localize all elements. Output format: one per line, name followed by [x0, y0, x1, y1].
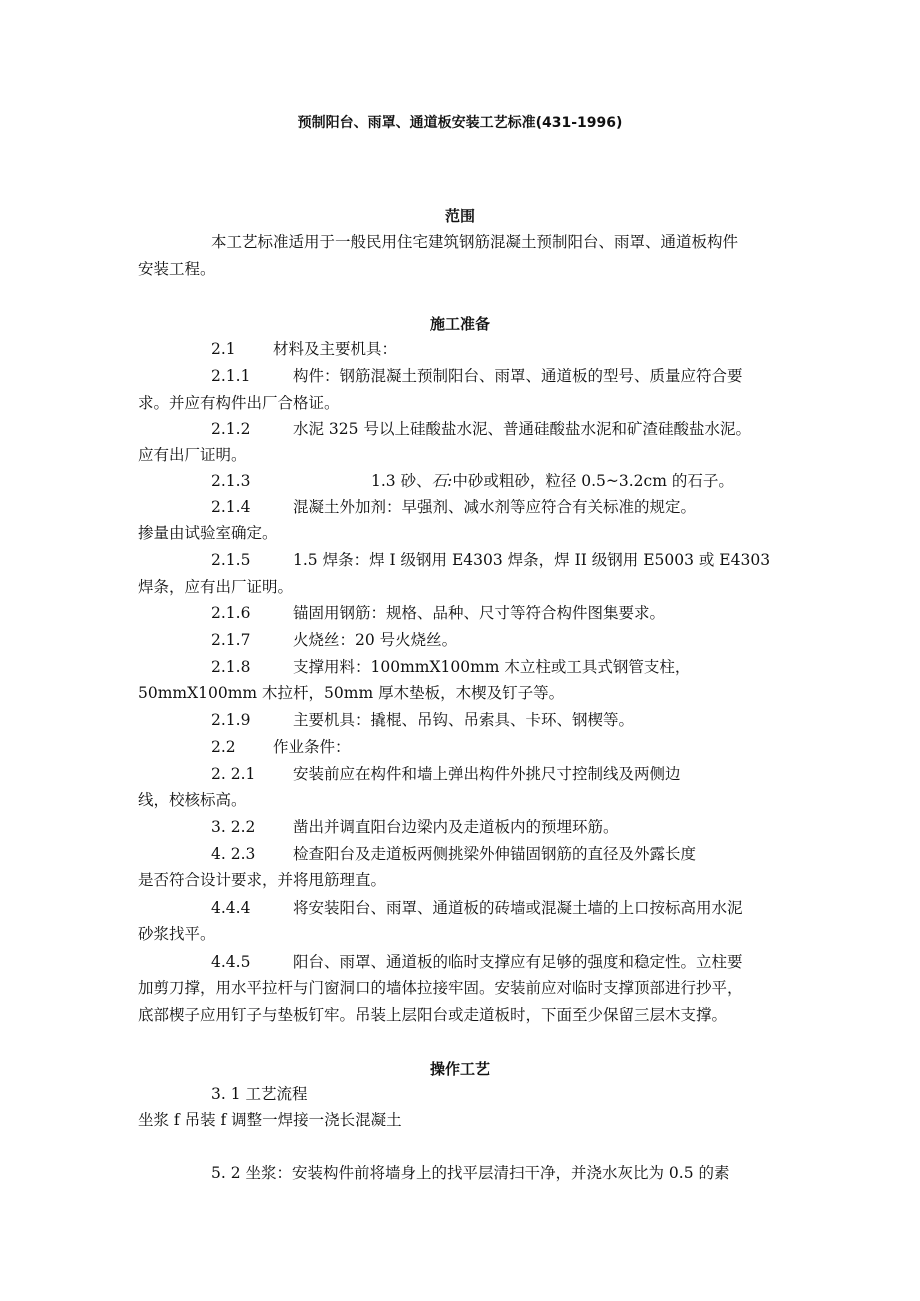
- clause-number: 2.1: [211, 340, 236, 358]
- process-flow: 坐浆 f 吊装 f 调整一焊接一浇长混凝土: [138, 1111, 402, 1129]
- clause-number: 2.1.8: [211, 658, 251, 676]
- clause-number: 4. 2.3: [211, 845, 256, 863]
- clause-2-1-9: [211, 710, 634, 730]
- clause-number: 2.1.3: [211, 472, 251, 490]
- clause-text: 1.5 焊条：焊 I 级钢用 E4303 焊条，焊 II 级钢用 E5003 或 E4303: [293, 551, 771, 569]
- clause-4-4-5: [211, 952, 743, 972]
- clause-2-1-3: [211, 471, 734, 491]
- section-heading-preparation: 施工准备: [429, 315, 490, 333]
- clause-text: 安装前应在构件和墙上弹出构件外挑尺寸控制线及两侧边: [293, 765, 681, 783]
- clause-2-1-6: [211, 603, 665, 623]
- clause-continuation: 应有出厂证明。: [138, 446, 247, 464]
- clause-number: 4.4.4: [211, 899, 251, 917]
- clause-number: 2.1.1: [211, 367, 251, 385]
- clause-text: 材料及主要机具：: [273, 340, 398, 358]
- clause-4-4-4: [211, 898, 743, 918]
- clause-2-1-5: [211, 550, 770, 570]
- clause-continuation: 求。并应有构件出厂合格证。: [138, 394, 340, 412]
- clause-2-1-8: [211, 657, 690, 677]
- clause-number: 2.1.6: [211, 604, 251, 622]
- clause-2-1: [211, 339, 397, 359]
- clause-4-2-3: [211, 844, 696, 864]
- section-heading-process: 操作工艺: [429, 1060, 490, 1078]
- clause-text: 火烧丝：20 号火烧丝。: [293, 631, 458, 649]
- clause-text: 锚固用钢筋：规格、品种、尺寸等符合构件图集要求。: [293, 604, 666, 622]
- clause-number: 2.1.5: [211, 551, 251, 569]
- clause-number: 3. 2.2: [211, 818, 256, 836]
- clause-text: 检查阳台及走道板两侧挑梁外伸锚固钢筋的直径及外露长度: [293, 845, 697, 863]
- clause-continuation: 底部楔子应用钉子与垫板钉牢。吊装上层阳台或走道板时，下面至少保留三层木支撑。: [138, 1006, 728, 1024]
- clause-text: 混凝土外加剂：早强剂、减水剂等应符合有关标准的规定。: [293, 498, 697, 516]
- clause-continuation: 加剪刀撑，用水平拉杆与门窗洞口的墙体拉接牢固。安装前应对临时支撑顶部进行抄平，: [138, 979, 743, 997]
- clause-text: 支撑用料：100mmX100mm 木立柱或工具式钢管支柱，: [293, 658, 691, 676]
- clause-number: 2.1.4: [211, 498, 251, 516]
- clause-text: 将安装阳台、雨罩、通道板的砖墙或混凝土墙的上口按标高用水泥: [293, 899, 743, 917]
- clause-number: 2. 2.1: [211, 765, 256, 783]
- clause-continuation: 50mmX100mm 木拉杆，50mm 厚木垫板，木楔及钉子等。: [138, 684, 565, 702]
- clause-2-1-1: [211, 366, 743, 386]
- clause-continuation: 掺量由试验室确定。: [138, 524, 278, 542]
- clause-number: 2.2: [211, 738, 236, 756]
- clause-continuation: 线，校核标高。: [138, 791, 247, 809]
- document-title: 预制阳台、雨罩、通道板安装工艺标准(431-1996): [297, 115, 623, 131]
- clause-2-1-7: [211, 630, 457, 650]
- clause-number: 4.4.5: [211, 953, 251, 971]
- clause-2-2: [211, 737, 351, 757]
- paragraph: 本工艺标准适用于一般民用住宅建筑钢筋混凝土预制阳台、雨罩、通道板构件: [211, 233, 739, 251]
- clause-5-2: 5. 2 坐浆：安装构件前将墙身上的找平层清扫干净，并浇水灰比为 0.5 的素: [211, 1164, 730, 1182]
- clause-continuation: 焊条，应有出厂证明。: [138, 578, 294, 596]
- clause-text: 中砂或粗砂，粒径 0.5~3.2cm 的石子。: [452, 472, 734, 490]
- clause-text: 阳台、雨罩、通道板的临时支撑应有足够的强度和稳定性。立柱要: [293, 953, 743, 971]
- clause-continuation: 砂浆找平。: [138, 925, 216, 943]
- clause-text: 构件：钢筋混凝土预制阳台、雨罩、通道板的型号、质量应符合要: [293, 367, 743, 385]
- clause-text: 凿出并调直阳台边梁内及走道板内的预埋环筋。: [293, 818, 619, 836]
- clause-3-2-2: [211, 817, 619, 837]
- clause-2-1-2: [211, 419, 751, 439]
- clause-2-1-4: [211, 497, 696, 517]
- clause-continuation: 是否符合设计要求，并将甩筋理直。: [138, 871, 387, 889]
- clause-text: 1.3 砂、: [371, 472, 432, 490]
- section-heading-scope: 范围: [444, 207, 475, 225]
- clause-text: 主要机具：撬棍、吊钩、吊索具、卡环、钢楔等。: [293, 711, 635, 729]
- clause-3-1: 3. 1 工艺流程: [211, 1085, 308, 1103]
- clause-number: 2.1.7: [211, 631, 251, 649]
- paragraph: 安装工程。: [138, 260, 216, 278]
- clause-text-italic: 石:: [431, 472, 453, 490]
- clause-number: 2.1.2: [211, 420, 251, 438]
- clause-2-2-1: [211, 764, 681, 784]
- clause-text: 水泥 325 号以上硅酸盐水泥、普通硅酸盐水泥和矿渣硅酸盐水泥。: [293, 420, 751, 438]
- clause-text: 作业条件：: [273, 738, 351, 756]
- clause-number: 2.1.9: [211, 711, 251, 729]
